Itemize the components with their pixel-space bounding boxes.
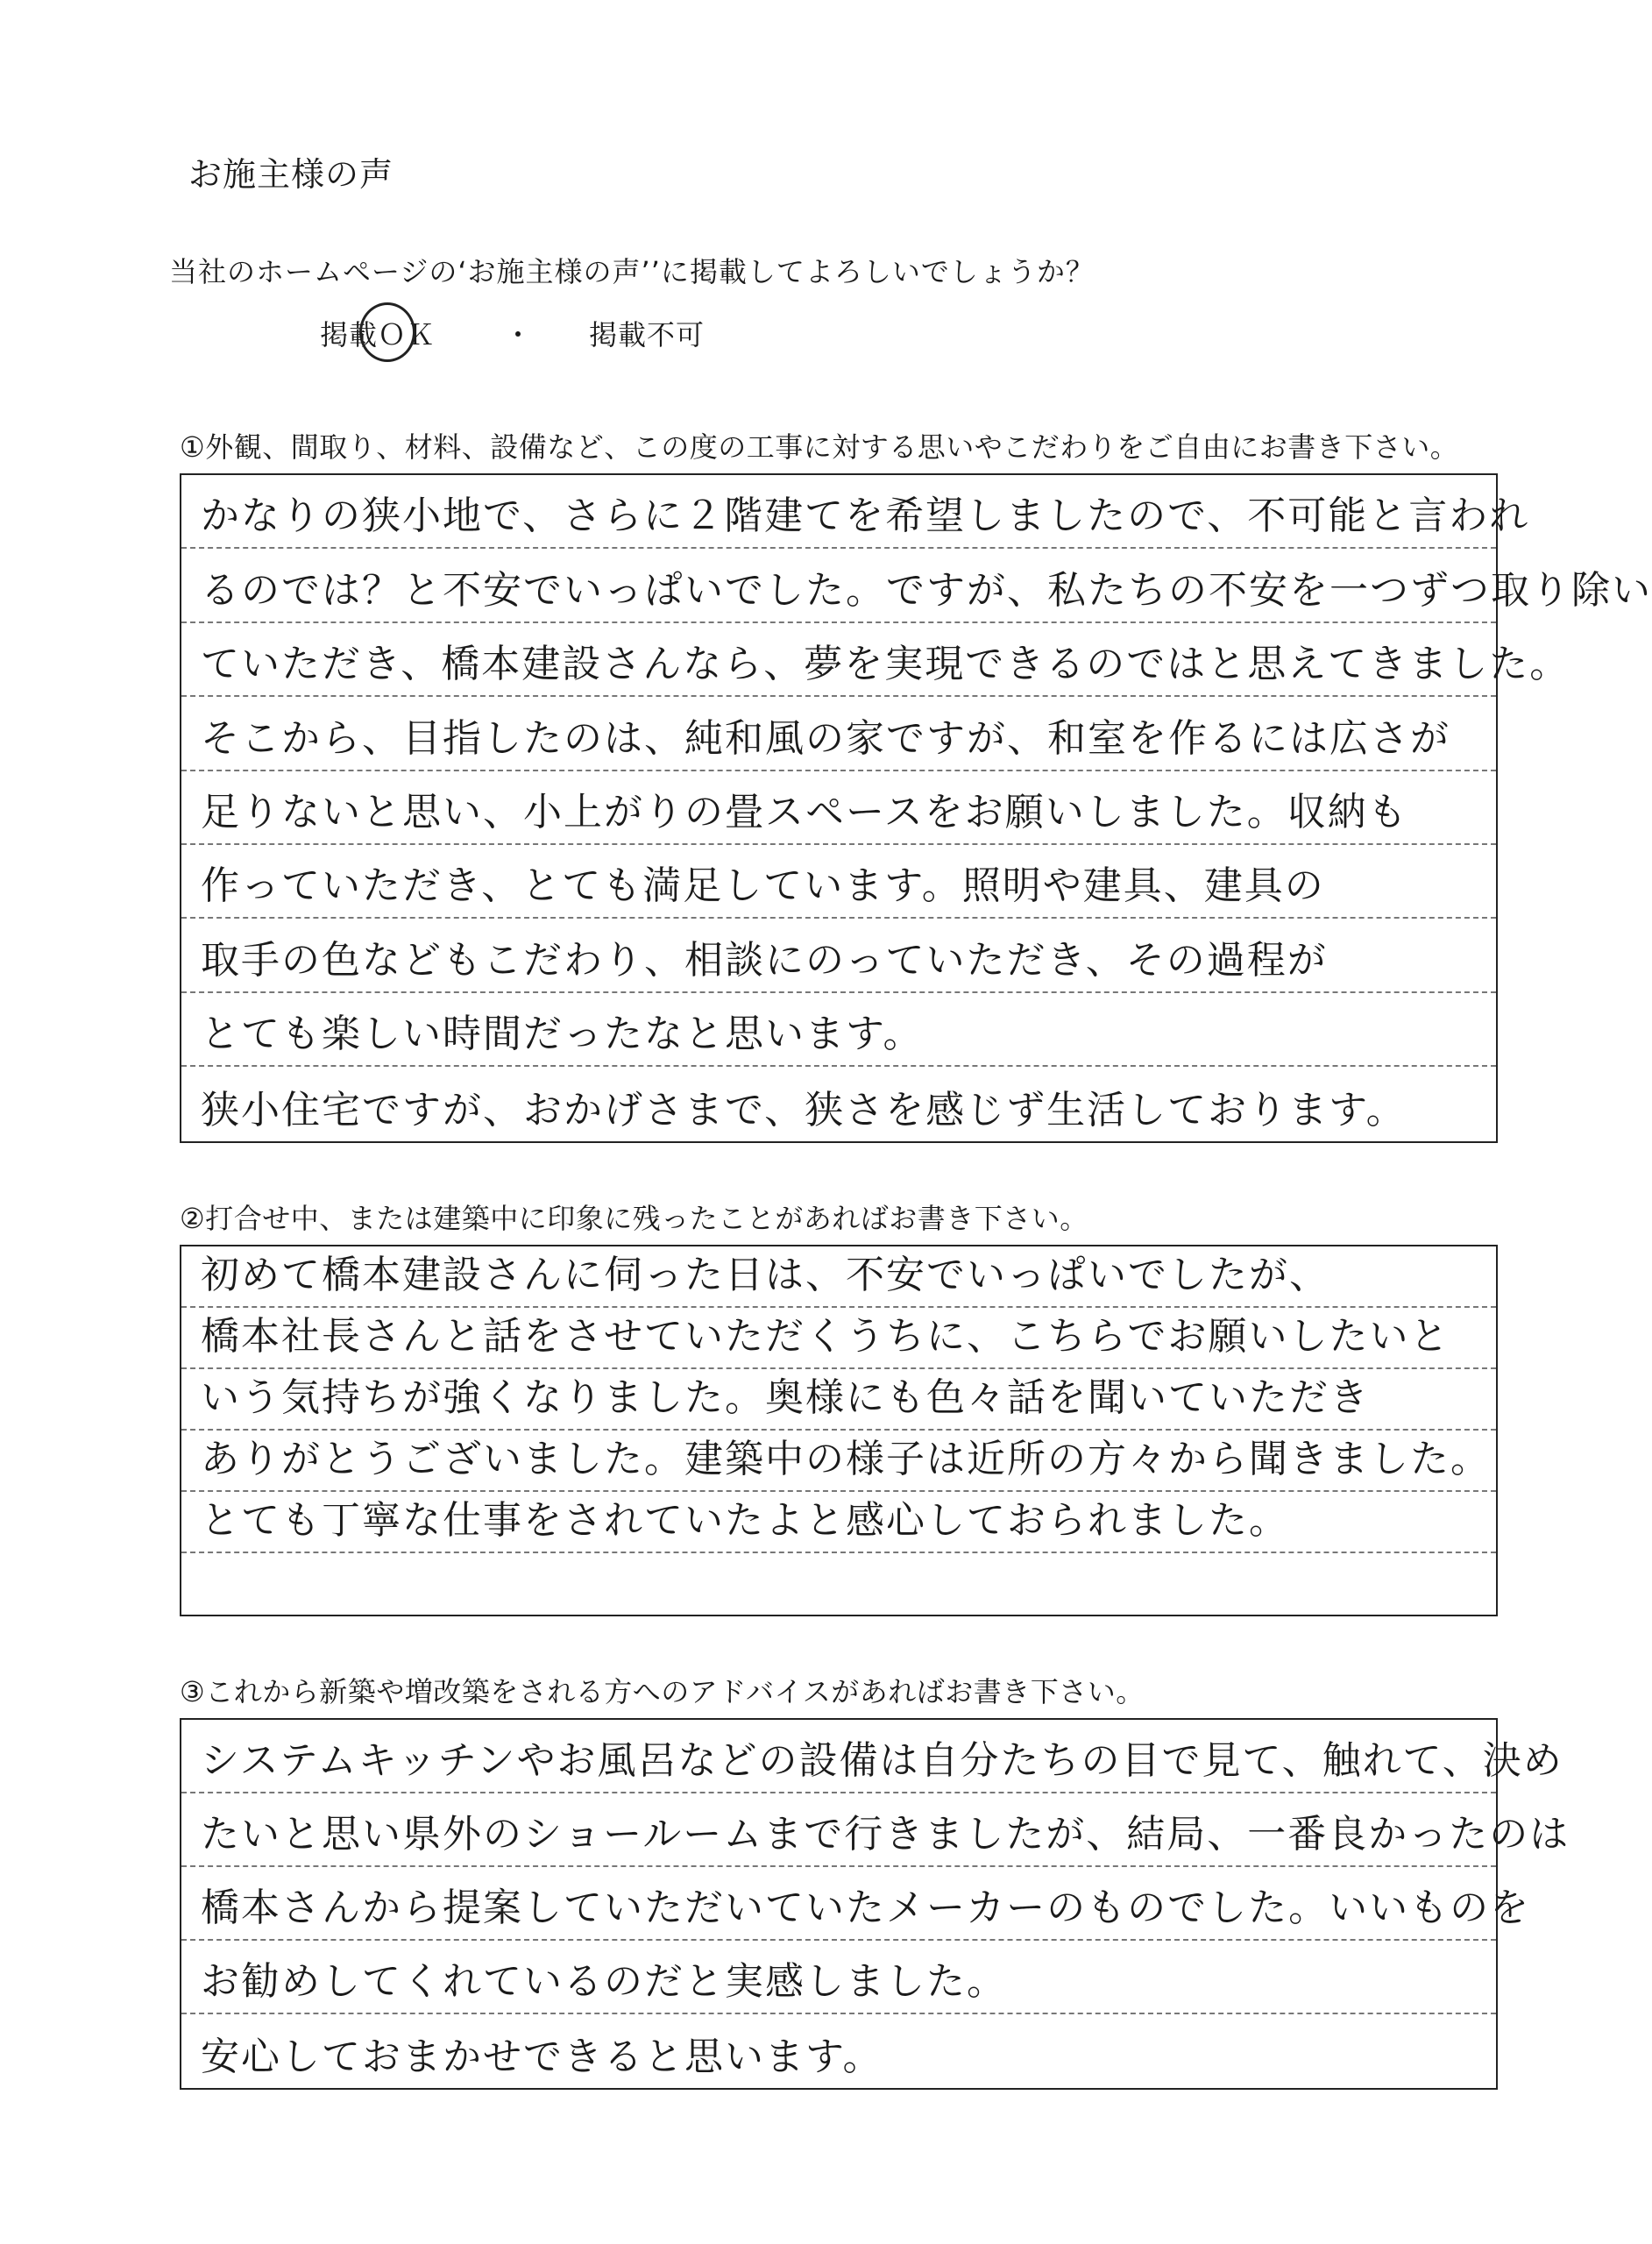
answer-line: とても丁寧な仕事をされていたよと感心しておられました。 xyxy=(181,1492,1496,1553)
answer-line: いう気持ちが強くなりました。奥様にも色々話を聞いていただき xyxy=(181,1369,1496,1431)
answer-line: たいと思い県外のショールームまで行きましたが、結局、一番良かったのは xyxy=(181,1793,1496,1867)
answer-line: お勧めしてくれているのだと実感しました。 xyxy=(181,1941,1496,2014)
section-1-question: ①外観、間取り、材料、設備など、この度の工事に対する思いやこだわりをご自由にお書き下さい。 xyxy=(180,430,1459,464)
section-1-answer-box xyxy=(180,473,1652,1143)
answer-line: ありがとうございました。建築中の様子は近所の方々から聞きました。 xyxy=(181,1431,1496,1492)
answer-line: ていただき、橋本建設さんなら、夢を実現できるのではと思えてきました。 xyxy=(181,623,1496,697)
answer-line: そこから、目指したのは、純和風の家ですが、和室を作るには広さが xyxy=(181,697,1496,770)
answer-line: とても楽しい時間だったなと思います。 xyxy=(181,993,1496,1067)
section-2-answer-box xyxy=(180,1245,1498,1616)
answer-line: 安心しておまかせできると思います。 xyxy=(201,2035,883,2079)
option-ok[interactable]: 掲載ＯＫ xyxy=(320,318,436,352)
answer-line: システムキッチンやお風呂などの設備は自分たちの目で見て、触れて、決め xyxy=(181,1720,1496,1793)
section-3-question: ③これから新築や増改築をされる方へのアドバイスがあればお書き下さい。 xyxy=(180,1675,1145,1708)
answer-line xyxy=(181,1553,1496,1615)
answer-line: 作っていただき、とても満足しています。照明や建具、建具の xyxy=(181,845,1496,919)
answer-line: 橋本社長さんと話をさせていただくうちに、こちらでお願いしたいと xyxy=(181,1308,1496,1369)
answer-line: るのでは？と不安でいっぱいでした。ですが、私たちの不安を一つずつ取り除い xyxy=(181,549,1496,622)
ok-selection-circle xyxy=(359,302,415,362)
answer-line: かなりの狭小地で、さらに２階建てを希望しましたので、不可能と言われ xyxy=(181,475,1496,549)
answer-line: 初めて橋本建設さんに伺った日は、不安でいっぱいでしたが、 xyxy=(181,1246,1496,1308)
permission-question: 当社のホームページの‘お施主様の声’’に掲載してよろしいでしょうか？ xyxy=(169,255,1095,288)
option-ng[interactable]: 掲載不可 xyxy=(589,318,705,352)
option-separator: ・ xyxy=(504,318,534,352)
answer-line: 足りないと思い、小上がりの畳スペースをお願いしました。収納も xyxy=(181,771,1496,845)
page-title: お施主様の声 xyxy=(188,155,394,194)
answer-line: 取手の色などもこだわり、相談にのっていただき、その過程が xyxy=(181,919,1496,992)
answer-line: 狭小住宅ですが、おかげさまで、狭さを感じず生活しております。 xyxy=(201,1087,1407,1133)
answer-line: 橋本さんから提案していただいていたメーカーのものでした。いいものを xyxy=(181,1867,1496,1941)
section-2-question: ②打合せ中、または建築中に印象に残ったことがあればお書き下さい。 xyxy=(180,1202,1088,1235)
section-3-answer-box xyxy=(180,1718,1570,2090)
